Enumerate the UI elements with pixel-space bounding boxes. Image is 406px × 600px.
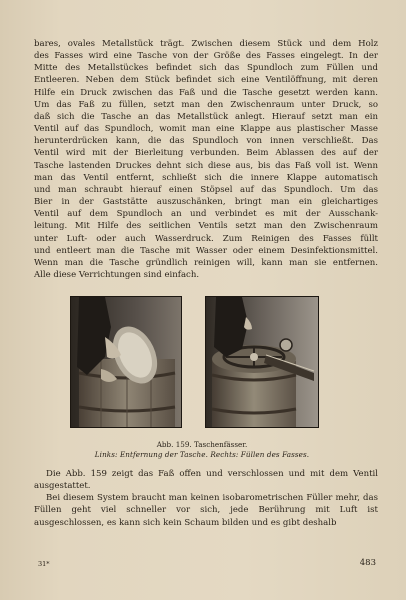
text-line: Bier in der Gaststätte auszuschänken, bringt man ein gleichartiges: [34, 197, 378, 208]
text-line: Alle diese Verrichtungen sind einfach.: [34, 269, 200, 280]
page-number: 483: [359, 558, 376, 568]
text-line: des Fasses wird eine Tasche von der Größe des Fasses eingelegt. In der: [34, 51, 378, 62]
body-paragraph: [34, 38, 378, 281]
photo-removing-bag: [70, 296, 182, 428]
text-line: Ventil wird mit der Bierleitung verbunden. Beim Ablassen des auf der: [34, 148, 378, 159]
text-line: Tasche lastenden Druckes dehnt sich diese aus, bis das Faß voll ist. Wenn: [34, 160, 378, 171]
text-line: Um das Faß zu füllen, setzt man den Zwischenraum unter Druck, so: [34, 99, 378, 110]
figure-caption-title: Abb. 159. Taschenfässer.: [156, 440, 248, 449]
text-line: leitung. Mit Hilfe des seitlichen Ventils setzt man den Zwischenraum: [34, 221, 378, 232]
text-line: man das Ventil entfernt, schließt sich die innere Klappe automatisch: [34, 172, 378, 183]
text-line: bares, ovales Metallstück trägt. Zwischen diesem Stück und dem Holz: [34, 39, 378, 49]
text-line: und man schraubt hierauf einen Stöpsel auf das Spundloch. Um das: [34, 184, 378, 195]
text-line: Ventil auf das Spundloch, womit man eine Klappe aus plastischer Masse: [34, 124, 378, 135]
text-line: unter Luft- oder auch Wasserdruck. Zum Reinigen des Fasses füllt: [34, 233, 378, 244]
text-line: Entleeren. Neben dem Stück befindet sich eine Ventilöffnung, mit deren: [34, 75, 378, 86]
photo-filling-barrel: [205, 296, 319, 428]
paragraph: Die Abb. 159 zeigt das Faß offen und verschlossen und mit dem Ventil ausgestattet.: [34, 469, 378, 492]
text-line: Ventil auf dem Spundloch an und verbindet es mit der Ausschank-: [34, 209, 378, 220]
paragraph: Bei diesem System braucht man keinen isobarometrischen Füller mehr, das Füllen geht viel schneller vor sich, jede Berührung mit Luft ist ausgeschlossen, es kann sich kein Schaum bilden und es gibt deshalb: [34, 493, 378, 528]
text-line: herunterdrücken kann, die das Spundloch von innen verschließt. Das: [34, 136, 378, 147]
figure-caption-subtitle: Links: Entfernung der Tasche. Rechts: Füllen des Fasses.: [94, 450, 310, 459]
text-line: Wenn man die Tasche gründlich reinigen will, kann man sie entfernen.: [34, 257, 378, 268]
text-line: Hilfe ein Druck zwischen das Faß und die Tasche gesetzt werden kann.: [34, 87, 378, 98]
text-line: und entleert man die Tasche mit Wasser oder einem Desinfektionsmittel.: [34, 245, 378, 256]
signature-mark: 31*: [38, 560, 50, 568]
text-line: Mitte des Metallstückes befindet sich das Spundloch zum Füllen und: [34, 63, 378, 74]
text-line: daß sich die Tasche an das Metallstück anlegt. Hierauf setzt man ein: [34, 111, 378, 122]
lower-paragraphs: [34, 468, 378, 529]
